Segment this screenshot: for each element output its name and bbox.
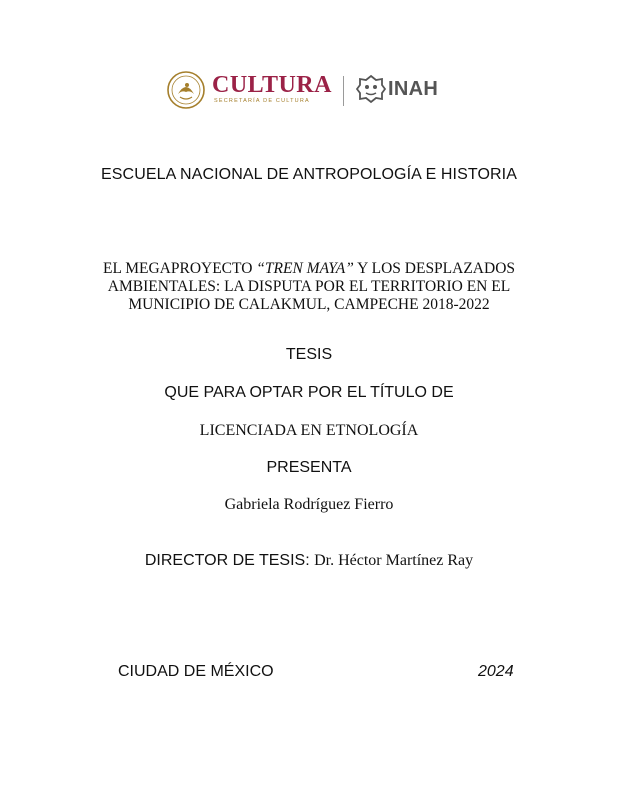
year: 2024 bbox=[478, 663, 514, 680]
title-part-1: EL MEGAPROYECTO bbox=[102, 260, 257, 277]
director-line bbox=[0, 552, 618, 570]
mexico-seal-icon bbox=[166, 70, 206, 110]
degree-intro: QUE PARA OPTAR POR EL TÍTULO DE bbox=[164, 384, 454, 401]
inah-logo: INAH bbox=[388, 78, 439, 100]
logo-divider bbox=[343, 76, 344, 106]
director-label: DIRECTOR DE TESIS: bbox=[144, 552, 315, 569]
thesis-label: TESIS bbox=[285, 346, 333, 363]
cultura-logo: CULTURA bbox=[212, 72, 332, 98]
school-name: ESCUELA NACIONAL DE ANTROPOLOGÍA E HISTORIA bbox=[101, 166, 517, 183]
cultura-subtitle: SECRETARÍA DE CULTURA bbox=[214, 98, 310, 104]
title-italic: “TREN MAYA” bbox=[256, 260, 354, 277]
author-name: Gabriela Rodríguez Fierro bbox=[224, 496, 394, 513]
inah-emblem-icon bbox=[356, 74, 386, 104]
thesis-title bbox=[80, 260, 538, 314]
director-name: Dr. Héctor Martínez Ray bbox=[314, 552, 474, 569]
presents-label: PRESENTA bbox=[266, 459, 352, 476]
city: CIUDAD DE MÉXICO bbox=[118, 663, 274, 680]
title-part-2: Y LOS DESPLAZADOS AMBIENTALES: LA DISPUTA POR EL TERRITORIO EN EL MUNICIPIO DE CALAKMUL, CAMPECHE 2018-2022 bbox=[107, 260, 516, 313]
degree-name: LICENCIADA EN ETNOLOGÍA bbox=[199, 422, 419, 439]
